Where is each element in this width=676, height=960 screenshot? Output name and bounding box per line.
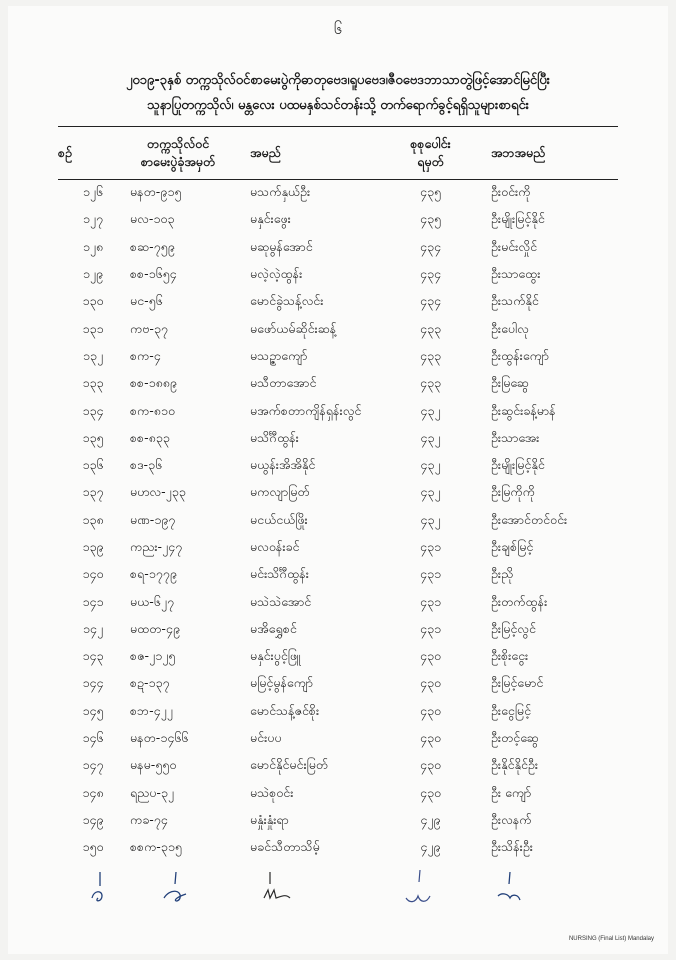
serial-cell: ၁၃၁ <box>82 320 104 336</box>
serial-cell: ၁၃၄ <box>82 402 104 418</box>
name-cell: မကလျာမြတ် <box>250 484 310 500</box>
serial-cell: ၁၄၇ <box>82 757 104 773</box>
roll-number-cell: စစက-၃၁၅ <box>130 839 182 855</box>
document-page <box>8 6 668 954</box>
signature-mark-2 <box>156 868 196 908</box>
name-cell: မမြင့်မွန်ကျော် <box>250 675 314 691</box>
title-line-1: ၂၀၁၉-၃နှစ် တက္ကသိုလ်ဝင်စာမေးပွဲကိုဓာတုဗေဒ၊ရူပဗေဒ၊ဇီဝဗေဒဘာသာတွဲဖြင့်အောင်မြင်ပြီး <box>126 73 550 88</box>
roll-number-cell: စဘ-၄၂၂ <box>130 702 173 718</box>
roll-number-cell: ကဗ-၃၇ <box>130 320 168 336</box>
header-marks-line-1: စုစုပေါင်း <box>410 136 451 151</box>
father-name-cell: ဦးမြကိုကို <box>491 484 535 500</box>
serial-cell: ၁၄၀ <box>82 566 104 582</box>
results-table <box>58 126 618 862</box>
father-name-cell: ဦးတက်ထွန်း <box>491 593 548 609</box>
table-row <box>58 726 618 753</box>
marks-cell: ၄၃၄ <box>419 238 442 254</box>
table-row <box>58 699 618 726</box>
roll-number-cell: မထတ-၄၉ <box>130 620 180 636</box>
header-marks-line-2: ရမှတ် <box>417 154 444 169</box>
serial-cell: ၁၄၂ <box>82 620 104 636</box>
marks-cell: ၄၃၃ <box>419 375 442 391</box>
roll-number-cell: စရ-၁၇၇၉ <box>130 566 177 582</box>
serial-cell: ၁၃၉ <box>82 539 104 554</box>
roll-number-cell: မယ-၆၂၇ <box>130 593 174 609</box>
header-name: အမည် <box>250 145 281 160</box>
name-cell: မအက်စတာကျိန်ရှန်းလွင် <box>250 402 362 418</box>
serial-cell: ၁၄၄ <box>82 675 104 691</box>
father-name-cell: ဦးဝင်းကို <box>491 184 531 200</box>
serial-cell: ၁၃၅ <box>82 429 104 445</box>
table-row <box>58 589 618 616</box>
serial-cell: ၁၂၈ <box>82 238 104 254</box>
name-cell: မသိင်္ဂီထွန်း <box>250 429 299 445</box>
name-cell: မအိရွှေစင် <box>250 620 297 636</box>
father-name-cell: ဦးမြင့်မောင် <box>491 675 544 691</box>
serial-cell: ၁၃၂ <box>82 347 104 363</box>
name-cell: မဆုမွန်အောင် <box>250 238 313 254</box>
father-name-cell: ဦးမင်းလှိုင် <box>491 238 538 254</box>
roll-number-cell: စဇ-၂၁၂၅ <box>130 648 176 664</box>
marks-cell: ၄၃၀ <box>419 730 442 746</box>
roll-number-cell: စစ-၈၃၃ <box>130 429 170 445</box>
father-name-cell: ဦးသာထွေး <box>491 266 541 282</box>
marks-cell: ၄၃၂ <box>420 429 441 445</box>
name-cell: မငယ်ငယ်ဖြိုး <box>250 511 308 527</box>
table-row <box>58 617 618 644</box>
name-cell: မသဲသဲအောင် <box>250 593 312 609</box>
marks-cell: ၄၃၀ <box>419 702 442 718</box>
serial-cell: ၁၄၆ <box>82 730 104 746</box>
father-name-cell: ဦးညို <box>491 566 514 582</box>
father-name-cell: ဦးသက်နိုင် <box>491 293 539 309</box>
table-row <box>58 453 618 480</box>
signature-mark-5 <box>488 868 528 908</box>
marks-cell: ၄၃၂ <box>420 484 441 500</box>
marks-cell: ၄၃၅ <box>419 184 442 200</box>
roll-number-cell: ရညပ-၃၂ <box>130 784 175 800</box>
header-serial: စဉ် <box>58 145 72 160</box>
name-cell: မင်းပပ <box>250 730 282 746</box>
serial-cell: ၁၂၆ <box>82 184 104 200</box>
roll-number-cell: စစ-၁၆၅၄ <box>130 266 177 282</box>
father-name-cell: ဦးအောင်တင်ဝင်း <box>491 511 568 527</box>
table-row <box>58 781 618 808</box>
serial-cell: ၁၃၆ <box>82 457 104 473</box>
header-father-name: အဘအမည် <box>491 145 546 160</box>
serial-cell: ၁၅၀ <box>82 839 104 855</box>
father-name-cell: ဦးစိုးငွေး <box>491 648 529 664</box>
table-row <box>58 398 618 425</box>
father-name-cell: ဦးသာအေး <box>491 429 540 445</box>
name-cell: မနှင်းပွင့်ဖြူ <box>250 648 301 664</box>
table-row <box>58 289 618 316</box>
document-title <box>28 68 648 118</box>
marks-cell: ၄၃၂ <box>420 457 441 473</box>
serial-cell: ၁၄၈ <box>82 784 104 800</box>
table-row <box>58 753 618 780</box>
roll-number-cell: မနတ-၁၄၆၆ <box>130 730 189 746</box>
marks-cell: ၄၃၄ <box>419 266 442 282</box>
table-row <box>58 535 618 562</box>
marks-cell: ၄၃၀ <box>419 675 442 691</box>
table-row <box>58 316 618 343</box>
roll-number-cell: စဆ-၇၅၉ <box>130 238 175 254</box>
signature-mark-3 <box>256 868 300 908</box>
marks-cell: ၄၃၅ <box>419 211 442 227</box>
page-number: ၆ <box>333 20 343 38</box>
marks-cell: ၄၃၀ <box>419 784 442 800</box>
roll-number-cell: စက-၄ <box>130 347 161 363</box>
table-row <box>58 508 618 535</box>
father-name-cell: ဦးတင့်ဆွေ <box>491 730 539 746</box>
father-name-cell: ဦးမြင့်လွင် <box>491 620 536 636</box>
table-row <box>58 562 618 589</box>
marks-cell: ၄၃၁ <box>419 539 442 554</box>
header-roll-line-2: စာမေးပွဲခုံအမှတ် <box>140 154 216 169</box>
marks-cell: ၄၃၁ <box>419 566 442 582</box>
signature-row <box>58 868 618 912</box>
father-name-cell: ဦး ကျော် <box>491 784 532 800</box>
roll-number-cell: ကခ-၇၄ <box>130 811 168 827</box>
serial-cell: ၁၄၃ <box>82 648 104 664</box>
name-cell: မခင်သီတာသိမ့် <box>250 839 320 855</box>
roll-number-cell: မဟလ-၂၃၃ <box>130 484 186 500</box>
father-name-cell: ဦးမျိုးမြင့်နိုင် <box>491 457 545 473</box>
name-cell: မနှင်းဖွေး <box>250 211 291 227</box>
marks-cell: ၄၂၉ <box>420 811 441 827</box>
name-cell: မောင်နိုင်မင်းမြတ် <box>250 757 329 773</box>
marks-cell: ၄၃၂ <box>420 402 441 418</box>
roll-number-cell: စက-၈၁၀ <box>130 402 175 418</box>
serial-cell: ၁၄၅ <box>82 702 104 718</box>
father-name-cell: ဦးလနက် <box>491 811 532 827</box>
father-name-cell: ဦးငွေမြင့် <box>491 702 532 718</box>
name-cell: မောင်ခွဲသန့်လင်း <box>250 293 324 309</box>
name-cell: မင်းသိင်္ဂီထွန်း <box>250 566 309 582</box>
name-cell: မသဲစုဝင်း <box>250 784 294 800</box>
table-row <box>58 644 618 671</box>
marks-cell: ၄၃၀ <box>419 648 442 664</box>
signature-mark-1 <box>80 868 120 908</box>
table-row <box>58 480 618 507</box>
table-row <box>58 207 618 234</box>
roll-number-cell: ကညး-၂၄၇ <box>130 539 183 554</box>
header-roll-line-1: တက္ကသိုလ်ဝင် <box>146 136 210 151</box>
title-line-2: သူနာပြုတက္ကသိုလ်၊ မန္တလေး ပထမနှစ်သင်တန်းသို့ တက်ရောက်ခွင့်ရရှိသူများစာရင်း <box>147 98 529 113</box>
name-cell: မသဉ္ဇာကျော် <box>250 347 308 363</box>
roll-number-cell: မနတ-၉၁၅ <box>130 184 182 200</box>
name-cell: မယွန်းအိအိနိုင် <box>250 457 316 473</box>
name-cell: မလဝန်းခင် <box>250 539 300 554</box>
name-cell: မသီတာအောင် <box>250 375 317 391</box>
father-name-cell: ဦးသိန်းဦး <box>491 839 533 855</box>
table-row <box>58 671 618 698</box>
serial-cell: ၁၃၀ <box>82 293 104 309</box>
roll-number-cell: မဏ-၁၉၇ <box>130 511 176 527</box>
roll-number-cell: စဍ-၁၃၇ <box>130 675 170 691</box>
table-header-row <box>58 127 618 180</box>
signature-mark-4 <box>398 868 438 912</box>
name-cell: မဖော်ယမ်ဆိုင်းဆန့် <box>250 320 337 336</box>
table-row <box>58 344 618 371</box>
father-name-cell: ဦးနိုင်နိုင်ဦး <box>491 757 538 773</box>
serial-cell: ၁၃၇ <box>82 484 104 500</box>
father-name-cell: ဦးထွန်းကျော် <box>491 347 549 363</box>
marks-cell: ၄၂၉ <box>420 839 441 855</box>
table-row <box>58 371 618 398</box>
father-name-cell: ဦးမျိုးမြင့်နိုင် <box>491 211 545 227</box>
father-name-cell: ဦးပေါလု <box>491 320 529 336</box>
name-cell: မောင်သန့်ဇင်စိုး <box>250 702 320 718</box>
father-name-cell: ဦးဆွင်းခန့်မာန် <box>491 402 556 418</box>
father-name-cell: ဦးမြဆွေ <box>491 375 529 391</box>
roll-number-cell: မနမ-၅၅၀ <box>130 757 177 773</box>
footer-note: NURSING (Final List) Mandalay <box>568 936 654 942</box>
header-roll-number <box>128 127 228 180</box>
marks-cell: ၄၃၄ <box>419 293 442 309</box>
table-row <box>58 262 618 289</box>
table-row <box>58 808 618 835</box>
roll-number-cell: စစ-၁၈၈၉ <box>130 375 177 391</box>
marks-cell: ၄၃၀ <box>419 757 442 773</box>
father-name-cell: ဦးချစ်မြင့် <box>491 539 534 554</box>
roll-number-cell: မလ-၁၀၃ <box>130 211 175 227</box>
roll-number-cell: မင-၅၆ <box>130 293 163 309</box>
marks-cell: ၄၃၃ <box>419 320 442 336</box>
name-cell: မနှုံးနှုံးရာ <box>250 811 289 827</box>
marks-cell: ၄၃၂ <box>420 511 441 527</box>
name-cell: မသက်နှယ်ဦး <box>250 184 311 200</box>
roll-number-cell: စဒ-၃၆ <box>130 457 163 473</box>
table-body <box>58 180 618 863</box>
table-row <box>58 835 618 862</box>
serial-cell: ၁၄၉ <box>82 811 104 827</box>
table-row <box>58 180 618 208</box>
header-total-marks <box>388 127 473 180</box>
serial-cell: ၁၃၈ <box>82 511 104 527</box>
serial-cell: ၁၄၁ <box>82 593 104 609</box>
serial-cell: ၁၂၉ <box>82 266 104 282</box>
table-row <box>58 235 618 262</box>
marks-cell: ၄၃၃ <box>419 347 442 363</box>
name-cell: မလဲ့လဲ့ထွန်း <box>250 266 303 282</box>
marks-cell: ၄၃၁ <box>419 620 442 636</box>
table-row <box>58 426 618 453</box>
serial-cell: ၁၃၃ <box>82 375 104 391</box>
serial-cell: ၁၂၇ <box>82 211 104 227</box>
marks-cell: ၄၃၁ <box>419 593 442 609</box>
